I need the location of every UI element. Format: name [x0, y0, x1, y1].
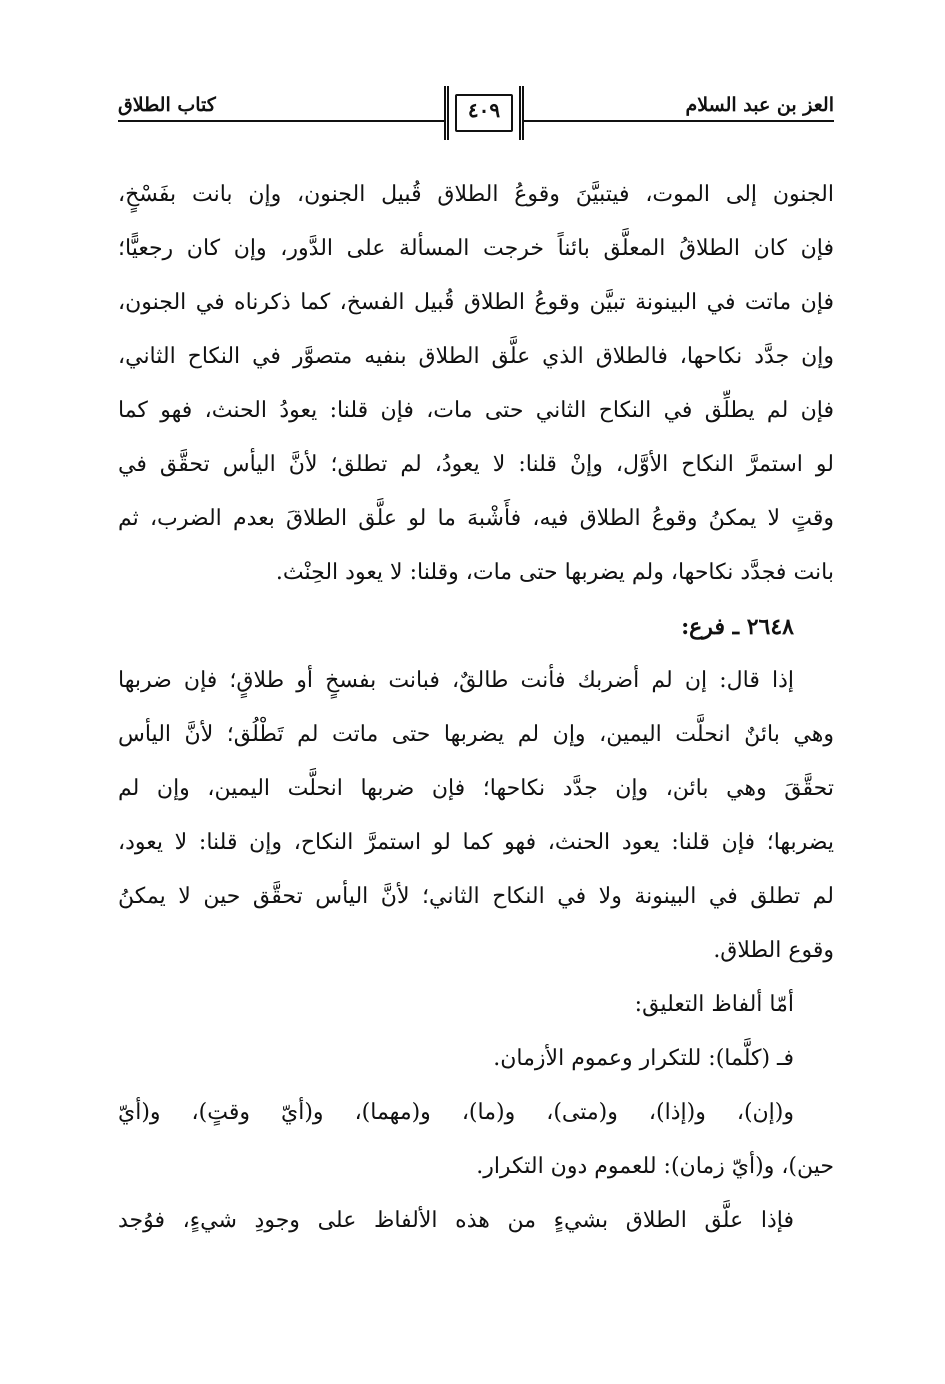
text-line: لو استمرَّ النكاح الأوَّل، وإنْ قلنا: لا يعودُ، لم تطلق؛ لأنَّ اليأس تحقَّق في [118, 452, 834, 477]
paragraph-continuation [118, 168, 834, 600]
body-text [118, 168, 834, 1248]
text-line: فإن ماتت في البينونة تبيَّن وقوعُ الطلاق قُبيل الفسخ، كما ذكرناه في الجنون، [118, 290, 834, 315]
text-line: وإن جدَّد نكاحها، فالطلاق الذي علَّق الطلاق بنفيه متصوَّر في النكاح الثاني، [118, 344, 834, 369]
text-line: وقتٍ لا يمكنُ وقوعُ الطلاق فيه، فأَشْبهَ ما لو علَّق الطلاقَ بعدم الضرب، ثم [118, 506, 834, 531]
text-line: لم تطلق في البينونة ولا في النكاح الثاني؛ لأنَّ اليأس تحقَّق حين لا يمكنُ [118, 884, 834, 909]
text-line: فإن لم يطلِّق في النكاح الثاني حتى مات، فإن قلنا: يعودُ الحنث، فهو كما [118, 398, 834, 423]
page-number-frame [444, 86, 524, 140]
text-line: إذا قال: إن لم أضربك فأنت طالقٌ، فبانت بفسخٍ أو طلاقٍ؛ فإن ضربها [118, 668, 794, 693]
text-line: وهي بائنٌ انحلَّت اليمين، وإن لم يضربها حتى ماتت لم تَطْلُق؛ لأنَّ اليأس [118, 722, 834, 747]
section-heading: ٢٦٤٨ ـ فرع: [681, 614, 794, 640]
page-header [118, 86, 834, 140]
paragraph-branch [118, 654, 834, 978]
paragraph-kullama: فـ (كلَّما): للتكرار وعموم الأزمان. [493, 1046, 794, 1071]
text-line: يضربها؛ فإن قلنا: يعود الحنث، فهو كما لو استمرَّ النكاح، وإن قلنا: لا يعود، [118, 830, 834, 855]
text-line: وقوع الطلاق. [713, 938, 834, 963]
book-title: كتاب الطلاق [118, 94, 216, 116]
text-line: و(إن)، و(إذا)، و(متى)، و(ما)، و(مهما)، و(أيّ وقتٍ)، و(أيّ [118, 1100, 794, 1125]
text-line: بانت فجدَّد نكاحها، ولم يضربها حتى مات، وقلنا: لا يعود الحِنْث. [275, 560, 834, 585]
text-line: فإن كان الطلاقُ المعلَّق بائناً خرجت المسألة على الدَّور، وإن كان رجعيًّا؛ [118, 236, 834, 261]
text-line: تحقَّقَ وهي بائن، وإن جدَّد نكاحها؛ فإن ضربها انحلَّت اليمين، وإن لم [118, 776, 834, 801]
paragraph-final: فإذا علَّق الطلاق بشيءٍ من هذه الألفاظ على وجودِ شيءٍ، فوُجد [118, 1208, 794, 1233]
text-line: الجنون إلى الموت، فيتبيَّنَ وقوعُ الطلاق قُبيل الجنون، وإن بانت بفَسْخٍ، [118, 182, 834, 207]
paragraph-conditionals [118, 1086, 834, 1194]
paragraph-terms-intro: أمّا ألفاظ التعليق: [634, 992, 794, 1017]
page-number: ٤٠٩ [467, 98, 501, 122]
text-line: حين)، و(أيّ زمان): للعموم دون التكرار. [476, 1154, 834, 1179]
author-name: العز بن عبد السلام [685, 94, 834, 116]
